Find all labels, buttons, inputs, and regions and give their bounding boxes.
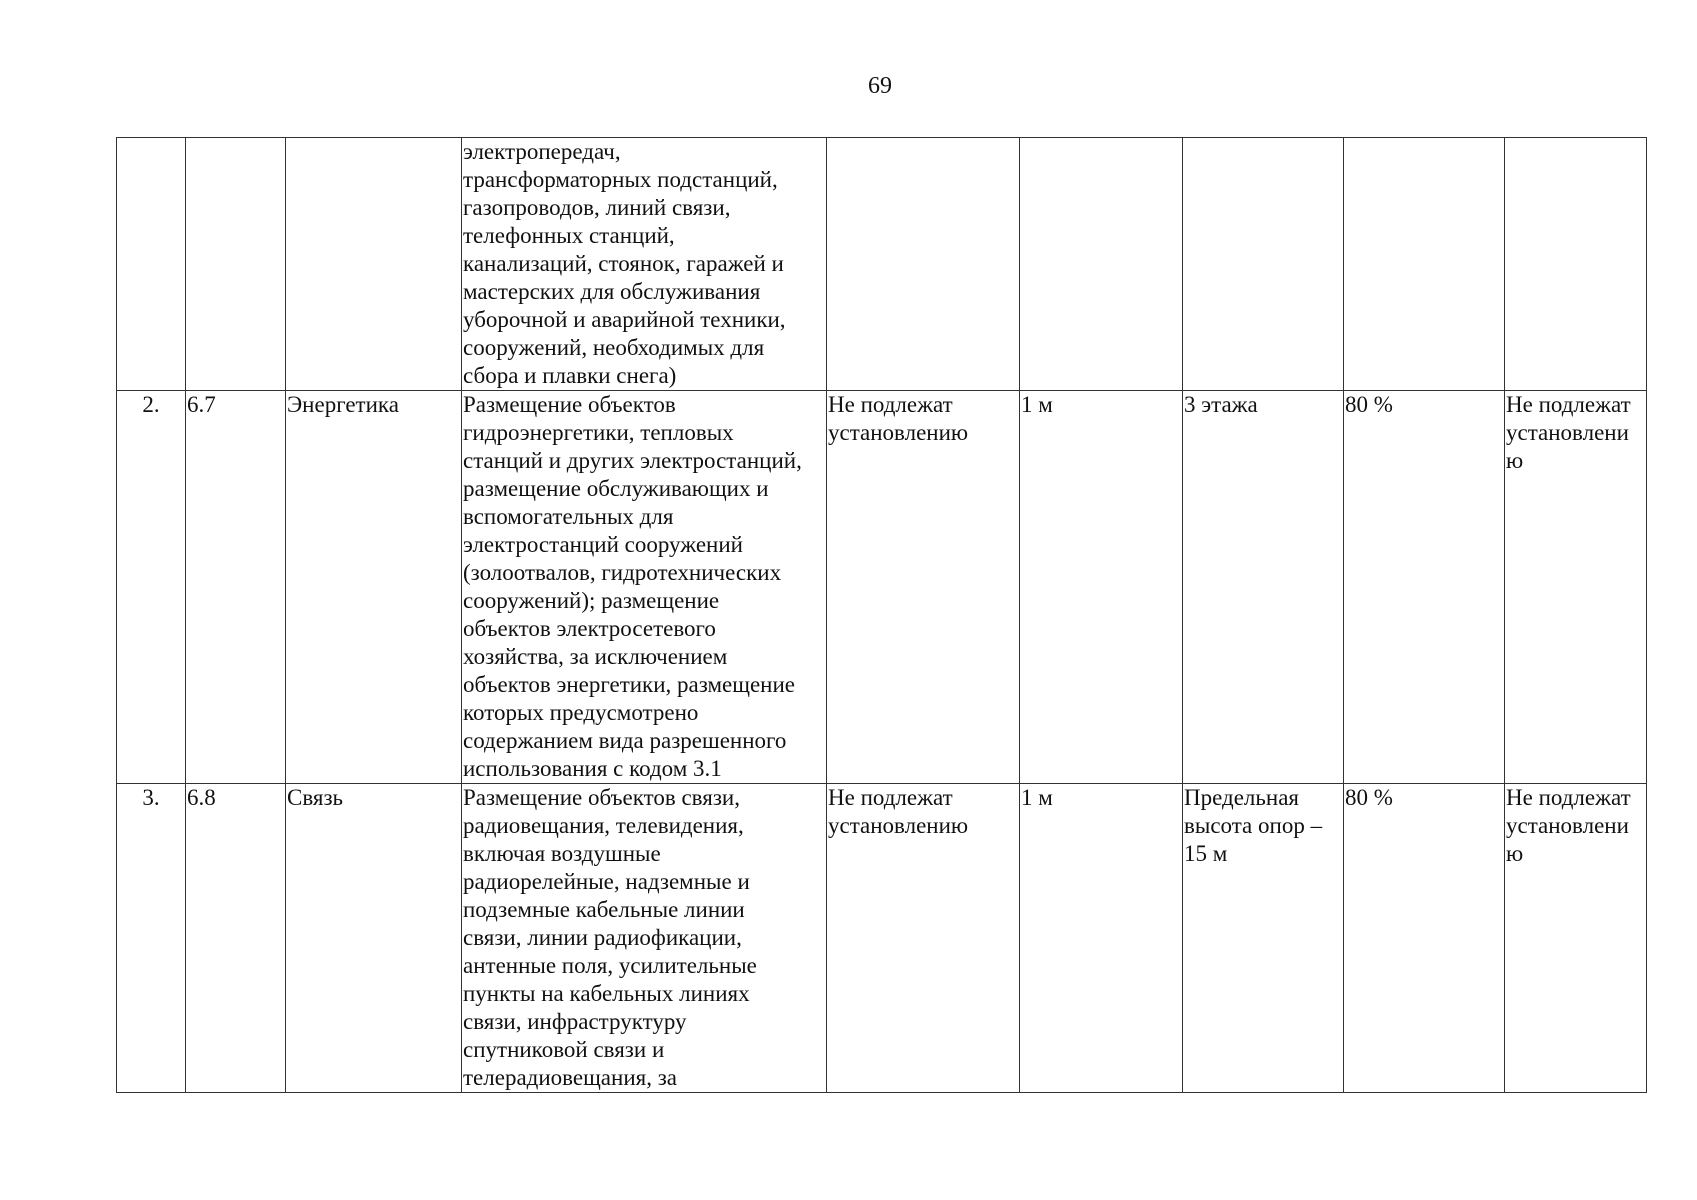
code-cell: 6.8	[186, 784, 286, 1093]
description-cell: Размещение объектов связи, радиовещания, телевидения, включая воздушные радиорелейные, надземные и подземные кабельные линии связи, линии радиофикации, антенные поля, усилительные пункты на кабельных линиях связи, инфраструктуру спутниковой связи и телерадиовещания, за	[462, 784, 827, 1093]
param-cell: 80 %	[1344, 391, 1505, 784]
code-cell	[186, 138, 286, 391]
param-cell	[1505, 138, 1647, 391]
row-number-cell	[117, 138, 186, 391]
param-cell	[1344, 138, 1505, 391]
param-cell: 1 м	[1020, 784, 1183, 1093]
param-cell: 1 м	[1020, 391, 1183, 784]
param-cell: 3 этажа	[1183, 391, 1344, 784]
param-cell	[1020, 138, 1183, 391]
description-cell: электропередач, трансформаторных подстанций, газопроводов, линий связи, телефонных станций, канализаций, стоянок, гаражей и мастерских для обслуживания уборочной и аварийной техники, сооружений, необходимых для сбора и плавки снега)	[462, 138, 827, 391]
name-cell: Энергетика	[286, 391, 462, 784]
name-cell: Связь	[286, 784, 462, 1093]
land-use-table	[116, 137, 1647, 1093]
param-cell	[1183, 138, 1344, 391]
param-cell: Не подлежат установлению	[827, 391, 1020, 784]
param-cell: Не подлежат установлени ю	[1505, 391, 1647, 784]
param-cell: Предельная высота опор – 15 м	[1183, 784, 1344, 1093]
row-number-cell: 3.	[117, 784, 186, 1093]
table-row	[117, 391, 1647, 784]
row-number-cell: 2.	[117, 391, 186, 784]
table-row	[117, 784, 1647, 1093]
param-cell: Не подлежат установлению	[827, 784, 1020, 1093]
name-cell	[286, 138, 462, 391]
param-cell: 80 %	[1344, 784, 1505, 1093]
code-cell: 6.7	[186, 391, 286, 784]
param-cell: Не подлежат установлени ю	[1505, 784, 1647, 1093]
table-row	[117, 138, 1647, 391]
description-cell: Размещение объектов гидроэнергетики, тепловых станций и других электростанций, размещение обслуживающих и вспомогательных для электростанций сооружений (золоотвалов, гидротехнических сооружений); размещение объектов электросетевого хозяйства, за исключением объектов энергетики, размещение которых предусмотрено содержанием вида разрешенного использования с кодом 3.1	[462, 391, 827, 784]
page-number: 69	[868, 73, 892, 99]
param-cell	[827, 138, 1020, 391]
